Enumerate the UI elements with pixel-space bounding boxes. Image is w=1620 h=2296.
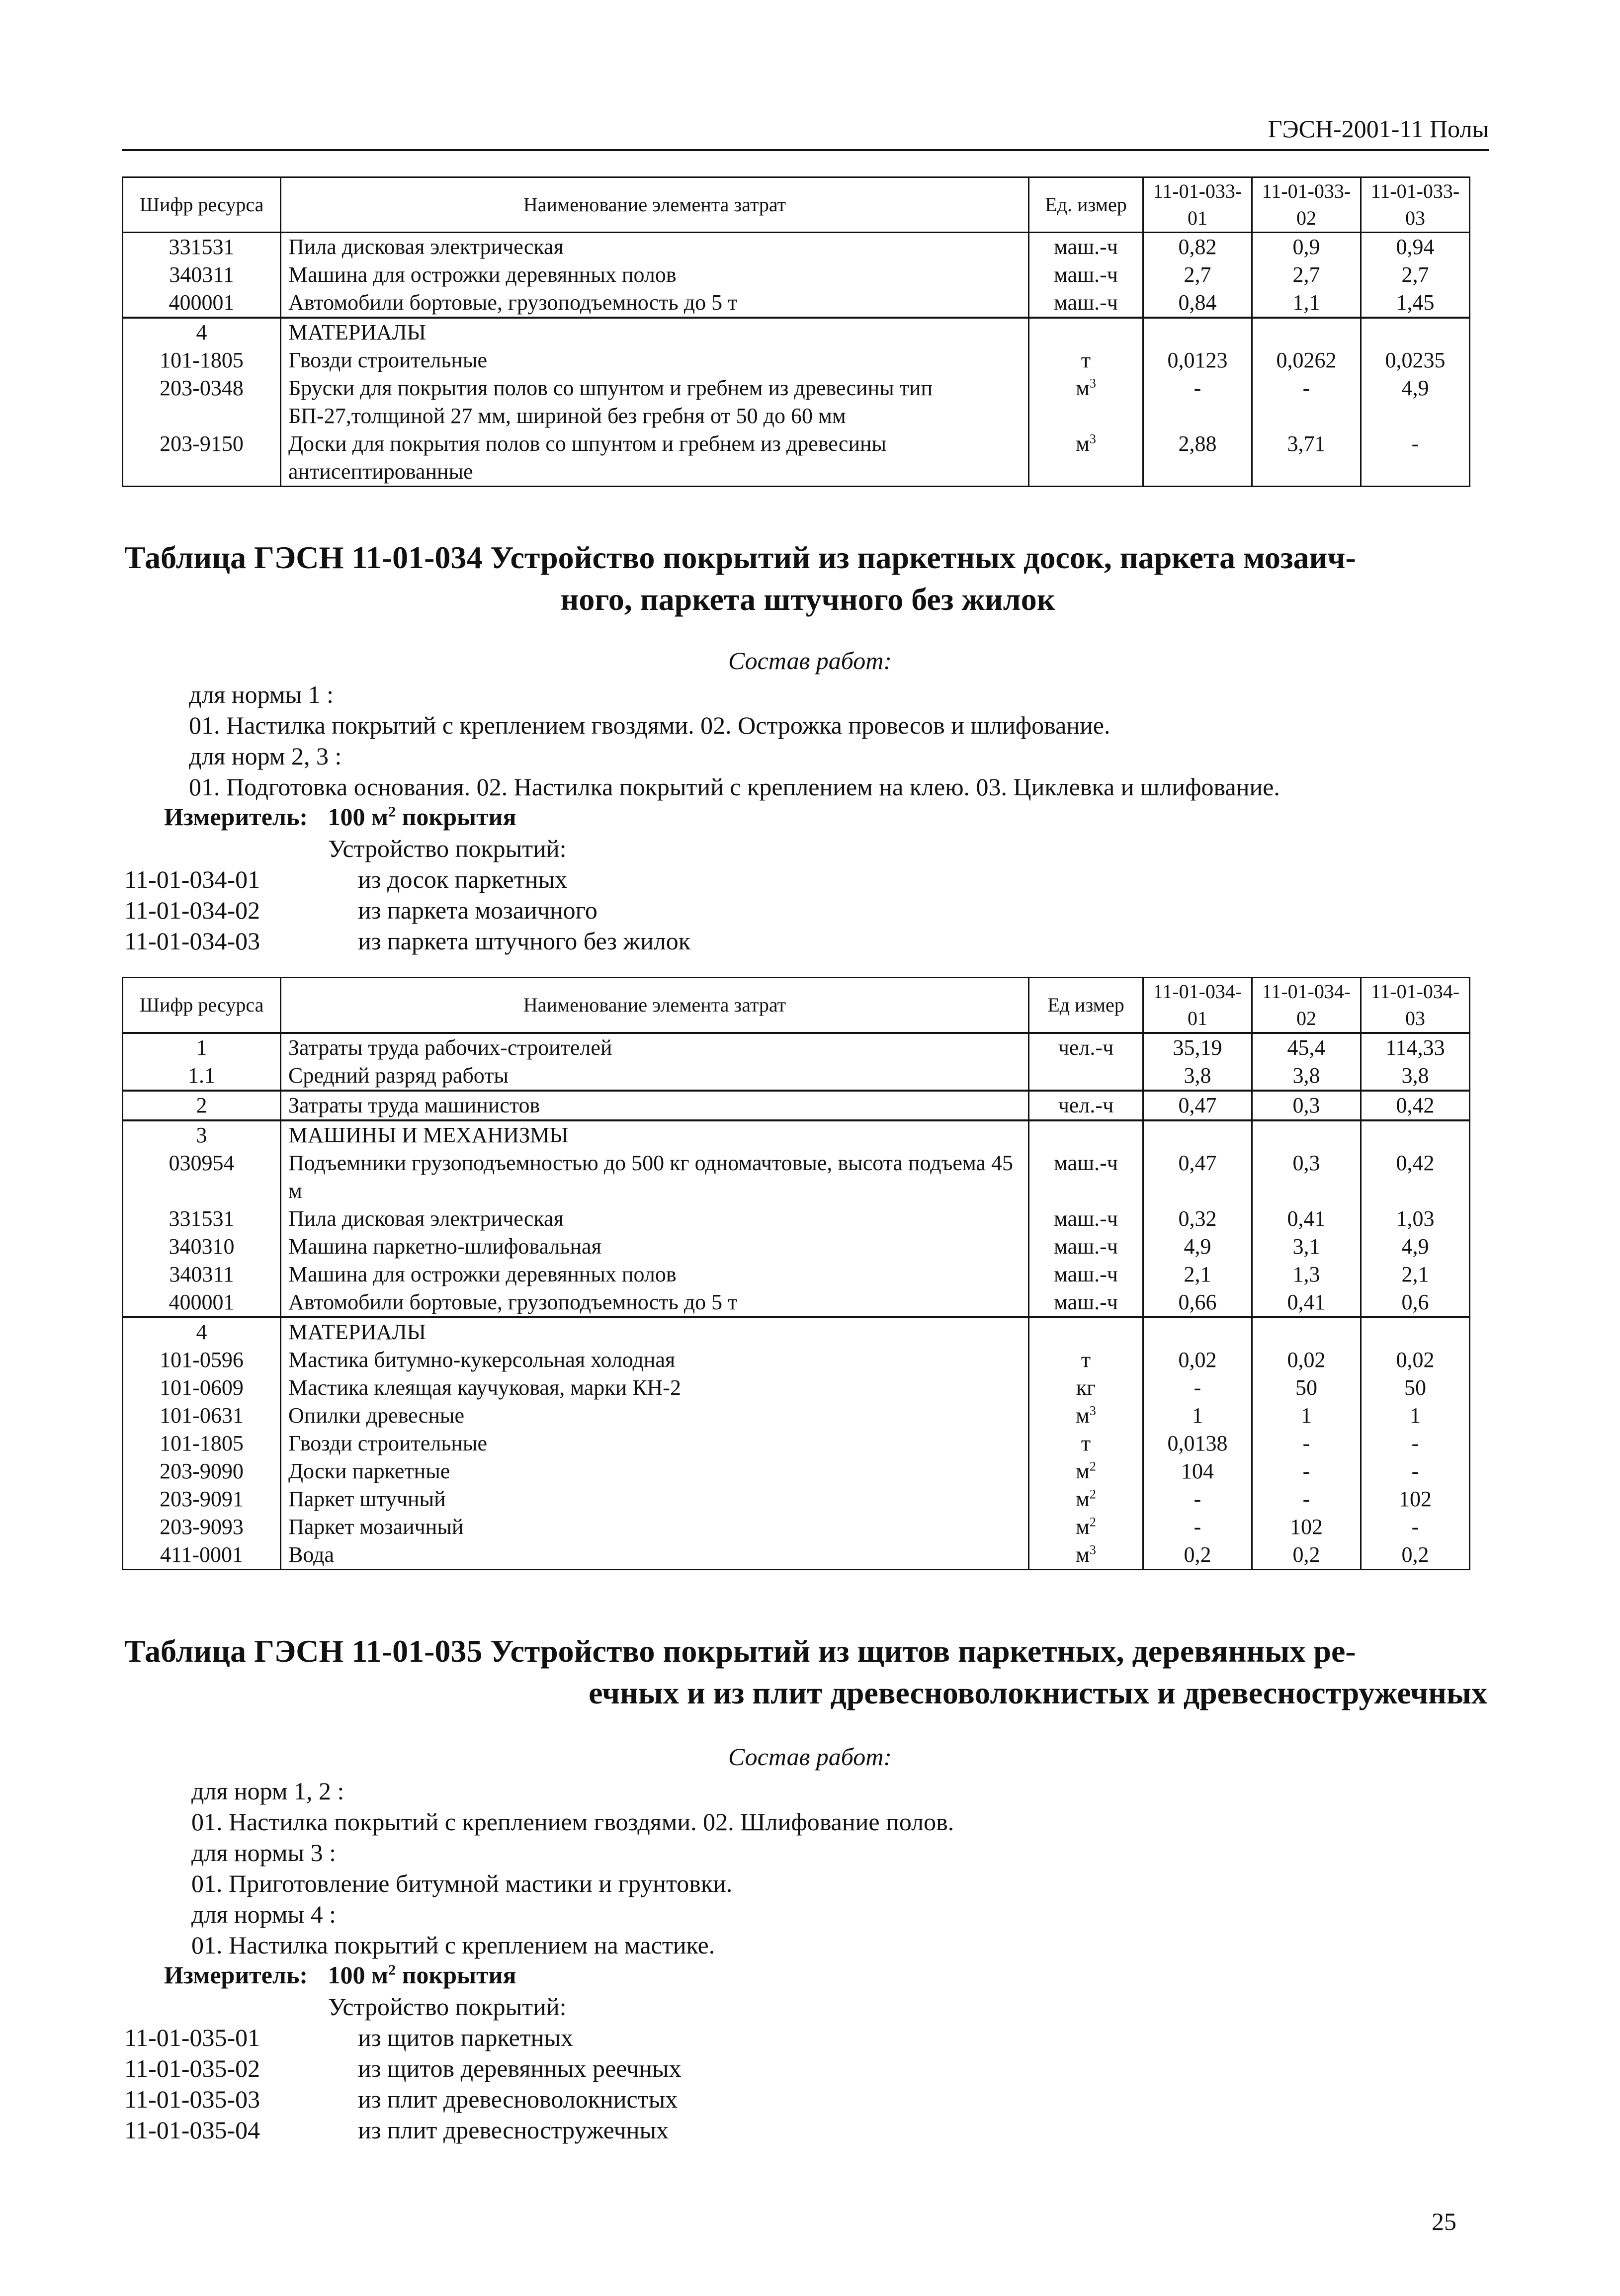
work-composition-heading: Состав работ: (728, 647, 892, 675)
unit-cell: чел.-ч (1029, 1091, 1143, 1120)
variant-label: из паркета мозаичного (358, 896, 597, 924)
norm-scope-line: для норм 1, 2 : (191, 1777, 344, 1805)
table-row (123, 1205, 1470, 1233)
section-title-035 (124, 1630, 1491, 1714)
section-title-034 (124, 537, 1491, 620)
norm-value-cell: - (1252, 1430, 1361, 1457)
table-row (123, 318, 1470, 346)
resource-name-cell: Пила дисковая электрическая (281, 233, 1029, 261)
col-header-name: Наименование элемента затрат (281, 978, 1029, 1033)
norm-value-cell: 2,1 (1361, 1261, 1470, 1288)
norm-value-cell: 0,02 (1252, 1346, 1361, 1374)
col-header-norm-2: 11-01-034-02 (1252, 978, 1361, 1033)
work-step-line: 01. Настилка покрытий с креплением гвоздями. 02. Шлифование полов. (191, 1808, 954, 1836)
section-title-line1: Таблица ГЭСН 11-01-034 Устройство покрытий из паркетных досок, паркета мозаич- (124, 540, 1356, 575)
resource-name-cell: Машина для острожки деревянных полов (281, 261, 1029, 289)
unit-cell: $м^3$ (1029, 1541, 1143, 1570)
norm-value-cell: 1,03 (1361, 1205, 1470, 1233)
table-row (123, 1233, 1470, 1261)
resource-code-cell: 1 (123, 1033, 281, 1062)
resource-code-cell: 4 (123, 1317, 281, 1346)
work-step-line: 01. Подготовка основания. 02. Настилка покрытий с креплением на клею. 03. Циклевка и шлифование. (189, 773, 1280, 801)
resource-name-cell: Автомобили бортовые, грузоподъемность до 5 т (281, 289, 1029, 318)
norm-value-cell: 0,42 (1361, 1091, 1470, 1120)
measure-label: Измеритель: (164, 1961, 308, 1989)
norm-value-cell: 1,3 (1252, 1261, 1361, 1288)
resource-name-cell: Автомобили бортовые, грузоподъемность до 5 т (281, 1288, 1029, 1317)
resource-code-cell: 340311 (123, 1261, 281, 1288)
norm-value-cell: 0,47 (1143, 1149, 1252, 1205)
norm-value-cell (1252, 1120, 1361, 1149)
norm-value-cell: - (1252, 1457, 1361, 1485)
work-step-line: 01. Приготовление битумной мастики и грунтовки. (191, 1870, 733, 1897)
norm-value-cell: 0,2 (1361, 1541, 1470, 1570)
resource-name-cell: Гвозди строительные (281, 1430, 1029, 1457)
norm-value-cell: 0,94 (1361, 233, 1470, 261)
norm-value-cell: - (1361, 1513, 1470, 1541)
norm-value-cell: 0,02 (1143, 1346, 1252, 1374)
resource-name-cell: Мастика клеящая каучуковая, марки КН-2 (281, 1374, 1029, 1402)
col-header-code: Шифр ресурса (123, 978, 281, 1033)
resource-code-cell: 340310 (123, 1233, 281, 1261)
section-title-line1: Таблица ГЭСН 11-01-035 Устройство покрытий из щитов паркетных, деревянных ре- (124, 1633, 1356, 1669)
norm-value-cell: 3,1 (1252, 1233, 1361, 1261)
resource-code-cell: 101-0631 (123, 1402, 281, 1430)
resource-code-cell: 203-9093 (123, 1513, 281, 1541)
table-row (123, 1402, 1470, 1430)
unit-cell: маш.-ч (1029, 1288, 1143, 1317)
unit-cell: $м^3$ (1029, 374, 1143, 430)
norm-value-cell: - (1252, 1485, 1361, 1513)
norm-value-cell: 4,9 (1361, 1233, 1470, 1261)
norm-value-cell: - (1252, 374, 1361, 430)
norm-value-cell: 0,02 (1361, 1346, 1470, 1374)
work-step-line: 01. Настилка покрытий с креплением гвоздями. 02. Острожка провесов и шлифование. (189, 711, 1110, 739)
unit-cell: чел.-ч (1029, 1033, 1143, 1062)
resource-code-cell: 203-9090 (123, 1457, 281, 1485)
header-divider (122, 149, 1489, 151)
norm-value-cell: 1 (1252, 1402, 1361, 1430)
norm-value-cell (1143, 318, 1252, 346)
norm-value-cell (1143, 1317, 1252, 1346)
resource-name-cell: МАТЕРИАЛЫ (281, 1317, 1029, 1346)
section-title-line2: ечных и из плит древесноволокнистых и древесностружечных (589, 1675, 1487, 1710)
table-row (123, 1430, 1470, 1457)
norm-value-cell: 0,82 (1143, 233, 1252, 261)
norm-value-cell: - (1143, 374, 1252, 430)
table-row (123, 1457, 1470, 1485)
resource-name-cell: Подъемники грузоподъемностью до 500 кг одномачтовые, высота подъема 45 м (281, 1149, 1029, 1205)
unit-cell: $м^2$ (1029, 1513, 1143, 1541)
norm-value-cell (1361, 1317, 1470, 1346)
norm-value-cell: 1,45 (1361, 289, 1470, 318)
col-header-norm-3: 11-01-034-03 (1361, 978, 1470, 1033)
variant-code: 11-01-034-03 (124, 927, 260, 955)
work-step-line: 01. Настилка покрытий с креплением на мастике. (191, 1931, 715, 1959)
unit-cell: т (1029, 346, 1143, 374)
unit-cell (1029, 318, 1143, 346)
norm-value-cell: 0,9 (1252, 233, 1361, 261)
table-row (123, 233, 1470, 261)
document-header-title: ГЭСН-2001-11 Полы (1268, 115, 1489, 143)
norm-value-cell: 0,41 (1252, 1288, 1361, 1317)
norm-value-cell: 2,7 (1361, 261, 1470, 289)
variant-label: из досок паркетных (358, 865, 568, 893)
norm-value-cell: 0,0235 (1361, 346, 1470, 374)
norm-value-cell (1252, 1317, 1361, 1346)
work-composition-heading: Состав работ: (728, 1743, 892, 1771)
measure-line (164, 802, 516, 831)
unit-cell: $м^2$ (1029, 1457, 1143, 1485)
table-row (123, 1513, 1470, 1541)
table-row (123, 289, 1470, 318)
norm-value-cell: 0,0138 (1143, 1430, 1252, 1457)
norm-value-cell: 1 (1361, 1402, 1470, 1430)
variant-label: из плит древесностружечных (358, 2116, 669, 2144)
norm-value-cell: 0,84 (1143, 289, 1252, 318)
resource-code-cell: 400001 (123, 289, 281, 318)
variant-code: 11-01-035-01 (124, 2024, 260, 2051)
norm-value-cell: 1 (1143, 1402, 1252, 1430)
resource-code-cell: 3 (123, 1120, 281, 1149)
table-row (123, 346, 1470, 374)
norm-scope-line: для норм 2, 3 : (189, 742, 342, 770)
resource-code-cell: 203-0348 (123, 374, 281, 430)
norm-value-cell: 0,6 (1361, 1288, 1470, 1317)
norm-value-cell: 2,7 (1143, 261, 1252, 289)
resource-table-034 (122, 977, 1470, 1570)
resource-name-cell: Затраты труда рабочих-строителей (281, 1033, 1029, 1062)
unit-cell: $м^3$ (1029, 430, 1143, 487)
variant-label: из щитов паркетных (358, 2024, 573, 2051)
resource-name-cell: Доски для покрытия полов со шпунтом и гребнем из древесины антисептированные (281, 430, 1029, 487)
resource-code-cell: 331531 (123, 1205, 281, 1233)
norm-scope-line: для нормы 4 : (191, 1900, 337, 1928)
norm-value-cell: - (1143, 1374, 1252, 1402)
norm-value-cell: 50 (1252, 1374, 1361, 1402)
norm-value-cell: 0,32 (1143, 1205, 1252, 1233)
table-row (123, 1091, 1470, 1120)
resource-name-cell: МАШИНЫ И МЕХАНИЗМЫ (281, 1120, 1029, 1149)
unit-cell: маш.-ч (1029, 261, 1143, 289)
unit-cell (1029, 1120, 1143, 1149)
unit-cell: т (1029, 1430, 1143, 1457)
unit-cell: маш.-ч (1029, 1233, 1143, 1261)
resource-name-cell: Средний разряд работы (281, 1062, 1029, 1091)
norm-value-cell: 2,88 (1143, 430, 1252, 487)
norm-value-cell: 0,41 (1252, 1205, 1361, 1233)
norm-value-cell: - (1361, 430, 1470, 487)
resource-code-cell: 2 (123, 1091, 281, 1120)
norm-value-cell: 102 (1252, 1513, 1361, 1541)
table-row (123, 1317, 1470, 1346)
resource-name-cell: Доски паркетные (281, 1457, 1029, 1485)
norm-value-cell: 3,71 (1252, 430, 1361, 487)
page-number: 25 (1432, 2208, 1456, 2235)
table-row (123, 1541, 1470, 1570)
resource-code-cell: 4 (123, 318, 281, 346)
norm-scope-line: для нормы 1 : (189, 680, 334, 708)
resource-code-cell: 101-0609 (123, 1374, 281, 1402)
resource-code-cell: 203-9150 (123, 430, 281, 487)
resource-code-cell: 203-9091 (123, 1485, 281, 1513)
resource-code-cell: 101-1805 (123, 1430, 281, 1457)
unit-cell: маш.-ч (1029, 1205, 1143, 1233)
norm-value-cell: 114,33 (1361, 1033, 1470, 1062)
table-row (123, 1346, 1470, 1374)
resource-code-cell: 101-1805 (123, 346, 281, 374)
norm-scope-line: для нормы 3 : (191, 1839, 337, 1867)
norm-value-cell (1361, 1120, 1470, 1149)
resource-name-cell: Паркет мозаичный (281, 1513, 1029, 1541)
resource-name-cell: Затраты труда машинистов (281, 1091, 1029, 1120)
norm-value-cell: - (1361, 1430, 1470, 1457)
resource-name-cell: Опилки древесные (281, 1402, 1029, 1430)
norm-value-cell: 0,66 (1143, 1288, 1252, 1317)
unit-cell (1029, 1317, 1143, 1346)
norm-value-cell: 35,19 (1143, 1033, 1252, 1062)
resource-name-cell: Вода (281, 1541, 1029, 1570)
unit-cell: т (1029, 1346, 1143, 1374)
col-header-norm-3: 11-01-033-03 (1361, 177, 1470, 233)
norm-value-cell: 0,0123 (1143, 346, 1252, 374)
col-header-norm-2: 11-01-033-02 (1252, 177, 1361, 233)
table-row (123, 1149, 1470, 1205)
resource-code-cell: 030954 (123, 1149, 281, 1205)
variant-label: из плит древесноволокнистых (358, 2085, 678, 2113)
resource-code-cell: 411-0001 (123, 1541, 281, 1570)
table-row (123, 1033, 1470, 1062)
resource-name-cell: Мастика битумно-кукерсольная холодная (281, 1346, 1029, 1374)
table-row (123, 430, 1470, 487)
norm-value-cell (1361, 318, 1470, 346)
variant-label: из щитов деревянных реечных (358, 2054, 682, 2082)
measure-line (164, 1960, 516, 1989)
resource-name-cell: Бруски для покрытия полов со шпунтом и гребнем из древесины тип БП-27,толщиной 27 мм, шириной без гребня от 50 до 60 мм (281, 374, 1029, 430)
unit-cell (1029, 1062, 1143, 1091)
variants-heading: Устройство покрытий: (328, 1993, 567, 2021)
norm-value-cell: 0,47 (1143, 1091, 1252, 1120)
resource-code-cell: 1.1 (123, 1062, 281, 1091)
norm-value-cell: 4,9 (1143, 1233, 1252, 1261)
norm-value-cell: - (1143, 1513, 1252, 1541)
resource-name-cell: МАТЕРИАЛЫ (281, 318, 1029, 346)
norm-value-cell: 0,42 (1361, 1149, 1470, 1205)
table-row (123, 1120, 1470, 1149)
resource-code-cell: 340311 (123, 261, 281, 289)
norm-value-cell: 4,9 (1361, 374, 1470, 430)
norm-value-cell: 2,1 (1143, 1261, 1252, 1288)
norm-value-cell: - (1143, 1485, 1252, 1513)
resource-name-cell: Паркет штучный (281, 1485, 1029, 1513)
norm-value-cell: 0,2 (1143, 1541, 1252, 1570)
variant-code: 11-01-034-02 (124, 896, 260, 924)
unit-cell: маш.-ч (1029, 289, 1143, 318)
section-title-line2: ного, паркета штучного без жилок (560, 582, 1055, 617)
resource-name-cell: Машина паркетно-шлифовальная (281, 1233, 1029, 1261)
variant-code: 11-01-035-04 (124, 2116, 260, 2144)
resource-name-cell: Гвозди строительные (281, 346, 1029, 374)
variant-label: из паркета штучного без жилок (358, 927, 691, 955)
norm-value-cell: 3,8 (1143, 1062, 1252, 1091)
norm-value-cell: 50 (1361, 1374, 1470, 1402)
norm-value-cell: 0,2 (1252, 1541, 1361, 1570)
col-header-norm-1: 11-01-033-01 (1143, 177, 1252, 233)
unit-cell: маш.-ч (1029, 1149, 1143, 1205)
table-header-row (123, 177, 1470, 233)
resource-code-cell: 400001 (123, 1288, 281, 1317)
table-row (123, 1288, 1470, 1317)
measure-value: 100 $м^2$ покрытия (328, 803, 516, 831)
measure-label: Измеритель: (164, 803, 308, 831)
col-header-name: Наименование элемента затрат (281, 177, 1029, 233)
norm-value-cell: 104 (1143, 1457, 1252, 1485)
variant-code: 11-01-035-02 (124, 2054, 260, 2082)
unit-cell: кг (1029, 1374, 1143, 1402)
col-header-unit: Ед измер (1029, 978, 1143, 1033)
resource-table-033 (122, 176, 1470, 487)
table-row (123, 1485, 1470, 1513)
resource-name-cell: Машина для острожки деревянных полов (281, 1261, 1029, 1288)
resource-name-cell: Пила дисковая электрическая (281, 1205, 1029, 1233)
norm-value-cell: 0,3 (1252, 1091, 1361, 1120)
variants-heading: Устройство покрытий: (328, 835, 567, 862)
col-header-unit: Ед. измер (1029, 177, 1143, 233)
norm-value-cell: 45,4 (1252, 1033, 1361, 1062)
norm-value-cell (1252, 318, 1361, 346)
variant-code: 11-01-034-01 (124, 865, 260, 893)
table-row (123, 1062, 1470, 1091)
table-header-row (123, 978, 1470, 1033)
norm-value-cell (1143, 1120, 1252, 1149)
variant-code: 11-01-035-03 (124, 2085, 260, 2113)
norm-value-cell: 2,7 (1252, 261, 1361, 289)
norm-value-cell: 102 (1361, 1485, 1470, 1513)
norm-value-cell: 0,3 (1252, 1149, 1361, 1205)
unit-cell: маш.-ч (1029, 233, 1143, 261)
col-header-norm-1: 11-01-034-01 (1143, 978, 1252, 1033)
norm-value-cell: 3,8 (1361, 1062, 1470, 1091)
table-row (123, 261, 1470, 289)
norm-value-cell: - (1361, 1457, 1470, 1485)
table-row (123, 1261, 1470, 1288)
unit-cell: маш.-ч (1029, 1261, 1143, 1288)
resource-code-cell: 101-0596 (123, 1346, 281, 1374)
norm-value-cell: 0,0262 (1252, 346, 1361, 374)
norm-value-cell: 1,1 (1252, 289, 1361, 318)
measure-value: 100 $м^2$ покрытия (328, 1961, 516, 1989)
col-header-code: Шифр ресурса (123, 177, 281, 233)
norm-value-cell: 3,8 (1252, 1062, 1361, 1091)
unit-cell: $м^3$ (1029, 1402, 1143, 1430)
table-row (123, 374, 1470, 430)
resource-code-cell: 331531 (123, 233, 281, 261)
table-row (123, 1374, 1470, 1402)
unit-cell: $м^2$ (1029, 1485, 1143, 1513)
